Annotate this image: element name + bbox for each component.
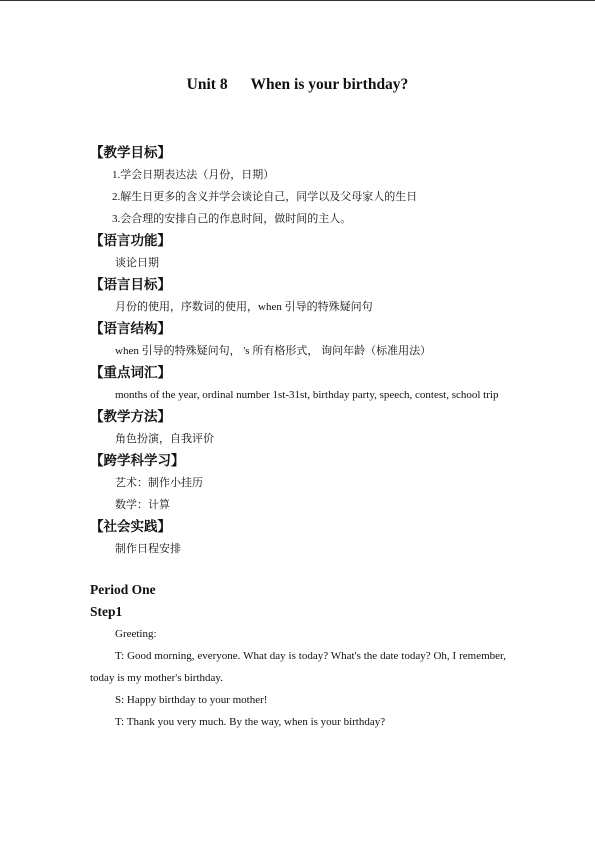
section-line: 1.学会日期表达法（月份，日期） xyxy=(112,169,275,181)
section-key-vocabulary xyxy=(90,362,506,406)
section-heading: 【语言目标】 xyxy=(90,277,171,293)
section-cross-subject xyxy=(90,450,506,516)
page-title: Unit 8 When is your birthday? xyxy=(186,76,409,93)
section-paragraph: months of the year, ordinal number 1st-31st, birthday party, speech, contest, school trip xyxy=(115,389,499,401)
dialogue-line: T: Good morning, everyone. What day is today? What's the date today? Oh, I remember, today is my mother's birthday. xyxy=(90,650,506,684)
section-heading: 【语言结构】 xyxy=(90,321,171,337)
dialogue xyxy=(90,623,506,733)
top-border-line xyxy=(0,0,595,1)
section-heading: 【重点词汇】 xyxy=(90,365,171,381)
dialogue-line: S: Happy birthday to your mother! xyxy=(115,694,268,706)
section-teaching-methods xyxy=(90,406,506,450)
section-line: 数学：计算 xyxy=(115,499,170,511)
section-line: 制作日程安排 xyxy=(115,543,181,555)
section-heading: 【教学方法】 xyxy=(90,409,171,425)
section-line: 艺术：制作小挂历 xyxy=(115,477,203,489)
section-social-practice xyxy=(90,516,506,560)
dialogue-line: T: Thank you very much. By the way, when is your birthday? xyxy=(115,716,386,728)
section-teaching-goals xyxy=(90,142,506,230)
section-line: 3.会合理的安排自己的作息时间，做时间的主人。 xyxy=(112,213,352,225)
section-heading: 【跨学科学习】 xyxy=(90,453,185,469)
period-heading: Period One xyxy=(90,582,156,597)
document-body xyxy=(90,142,506,733)
section-heading: 【社会实践】 xyxy=(90,519,171,535)
section-language-structure xyxy=(90,318,506,362)
dialogue-line: Greeting: xyxy=(115,628,157,640)
section-heading: 【教学目标】 xyxy=(90,145,171,161)
section-heading: 【语言功能】 xyxy=(90,233,171,249)
section-line: 月份的使用，序数词的使用，when 引导的特殊疑问句 xyxy=(115,301,373,313)
step-heading: Step1 xyxy=(90,604,123,619)
section-line: 2.解生日更多的含义并学会谈论自己，同学以及父母家人的生日 xyxy=(112,191,418,203)
section-line: 角色扮演，自我评价 xyxy=(115,433,214,445)
section-language-goals xyxy=(90,274,506,318)
section-language-function xyxy=(90,230,506,274)
section-line: 谈论日期 xyxy=(115,257,159,269)
section-line: when 引导的特殊疑问句， 's 所有格形式， 询问年龄（标准用法） xyxy=(115,345,432,357)
